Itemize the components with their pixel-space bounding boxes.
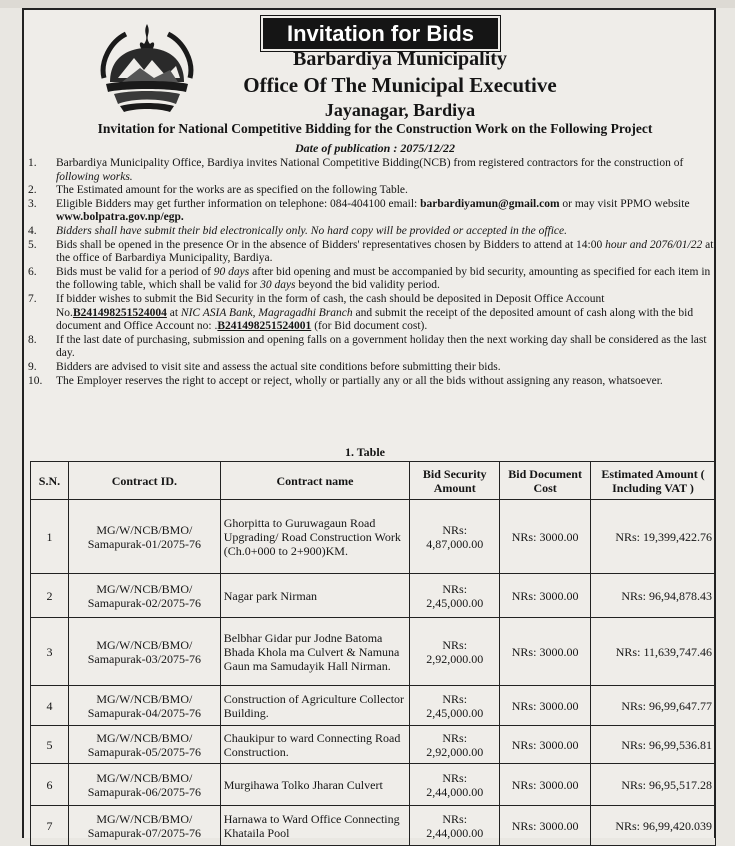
condition-item [28,361,718,375]
table-row [31,686,716,726]
table-caption: 1. Table [344,445,386,459]
condition-item [28,198,718,225]
item-text: If bidder wishes to submit the Bid Security in the form of cash, the cash should be deposited in Deposit Office Account No. [56,292,605,319]
item-text: The Employer reserves the right to accept or reject, wholly or partially any or all the bids without assigning any reason, whatsoever. [56,374,663,387]
condition-item [28,334,718,361]
table-row [31,726,716,764]
cell-estimate: NRs: 11,639,747.46 [591,618,716,686]
conditions-list [28,157,718,388]
cell-sn: 1 [31,500,69,574]
column-header: Estimated Amount ( Including VAT ) [591,462,716,500]
condition-item [28,239,718,266]
security-validity: 30 days [260,279,296,292]
column-header: Contract name [220,462,410,500]
item-text: Eligible Bidders may get further information on telephone: 084-404100 email: [56,197,421,210]
cell-doc-cost: NRs: 3000.00 [500,764,591,806]
banner-title: Invitation for Bids [263,18,498,49]
condition-item [28,266,718,293]
cell-estimate: NRs: 96,94,878.43 [591,574,716,618]
municipality-name: Barbardiya Municipality [293,48,507,70]
cell-contract-name: Ghorpitta to Guruwagaun Road Upgrading/ Road Construction Work (Ch.0+000 to 2+900)KM. [220,500,410,574]
item-text: If the last date of purchasing, submission and opening falls on a government holiday then the next working day shall be considered as the last day. [56,333,707,360]
item-number: 1. [28,157,37,169]
cell-sn: 2 [31,574,69,618]
item-number: 7. [28,292,37,305]
cell-sn: 7 [31,806,69,846]
item-text: at [166,306,181,319]
condition-item [28,184,718,198]
cell-doc-cost: NRs: 3000.00 [500,500,591,574]
item-text: at the office of Barbardiya Municipality, Bardiya. [56,238,714,265]
item-text: Bids must be valid for a period of [56,265,214,278]
ppmo-website: www.bolpatra.gov.np/egp. [56,211,184,224]
table-header-row [31,462,716,500]
previous-column-fragment [0,0,735,8]
cell-doc-cost: NRs: 3000.00 [500,806,591,846]
cell-bid-security: NRs: 4,87,000.00 [410,500,500,574]
item-text: The Estimated amount for the works are as specified on the following Table. [56,184,408,197]
item-number: 6. [28,265,37,278]
item-text: after bid opening and must be accompanied by bid security, amounting as specified for each item in the following table, which shall be valid for [56,265,711,292]
item-text: or may visit PPMO website [559,197,690,210]
cell-contract-id: MG/W/NCB/BMO/ Samapurak-04/2075-76 [68,686,220,726]
cell-contract-id: MG/W/NCB/BMO/ Samapurak-03/2075-76 [68,618,220,686]
item-text: beyond the bid validity period. [295,279,440,292]
column-header: S.N. [31,462,69,500]
column-header: Contract ID. [68,462,220,500]
cell-estimate: NRs: 96,99,536.81 [591,726,716,764]
cell-bid-security: NRs: 2,92,000.00 [410,618,500,686]
cell-estimate: NRs: 96,99,420.039 [591,806,716,846]
cell-estimate: NRs: 19,399,422.76 [591,500,716,574]
cell-contract-name: Construction of Agriculture Collector Building. [220,686,410,726]
office-account-number: B241498251524001 [217,320,312,333]
bids-table [30,461,716,846]
cell-bid-security: NRs: 2,45,000.00 [410,574,500,618]
item-text-italic: Bidders shall have submit their bid electronically only. No hard copy will be provided or accepted in the office. [56,224,568,237]
cell-bid-security: NRs: 2,44,000.00 [410,806,500,846]
item-text: and submit the receipt of the deposited amount of cash along with the bid document and Office Account no: . [56,306,694,333]
cell-sn: 5 [31,726,69,764]
cell-contract-name: Murgihawa Tolko Jharan Culvert [220,764,410,806]
item-number: 8. [28,333,37,346]
cell-doc-cost: NRs: 3000.00 [500,618,591,686]
deposit-account-number: B241498251524004 [72,306,167,319]
item-number: 4. [28,224,37,237]
cell-estimate: NRs: 96,95,517.28 [591,764,716,806]
cell-doc-cost: NRs: 3000.00 [500,574,591,618]
item-number: 5. [28,238,37,251]
cell-contract-id: MG/W/NCB/BMO/ Samapurak-06/2075-76 [68,764,220,806]
cell-contract-id: MG/W/NCB/BMO/ Samapurak-02/2075-76 [68,574,220,618]
cell-bid-security: NRs: 2,44,000.00 [410,764,500,806]
item-text: (for Bid document cost). [311,320,428,333]
item-number: 2. [28,184,37,197]
cell-contract-name: Harnawa to Ward Office Connecting Khataila Pool [220,806,410,846]
table-row [31,574,716,618]
condition-item [28,225,718,239]
column-header: Bid Document Cost [500,462,591,500]
condition-item [28,375,718,389]
table-row [31,500,716,574]
item-text: Barbardiya Municipality Office, Bardiya invites National Competitive Bidding(NCB) from registered contractors for the construction of [56,157,684,169]
cell-bid-security: NRs: 2,45,000.00 [410,686,500,726]
item-number: 9. [28,360,37,373]
cell-sn: 4 [31,686,69,726]
cell-contract-id: MG/W/NCB/BMO/ Samapurak-05/2075-76 [68,726,220,764]
cell-contract-name: Chaukipur to ward Connecting Road Construction. [220,726,410,764]
cell-contract-id: MG/W/NCB/BMO/ Samapurak-01/2075-76 [68,500,220,574]
condition-item [28,157,718,184]
table-row [31,618,716,686]
publication-date: Date of publication : 2075/12/22 [295,141,455,155]
cell-sn: 3 [31,618,69,686]
office-location: Jayanagar, Bardiya [324,100,476,120]
office-name: Office Of The Municipal Executive [243,73,557,97]
item-number: 3. [28,197,37,210]
cell-contract-name: Nagar park Nirman [220,574,410,618]
item-text: Bidders are advised to visit site and assess the actual site conditions before submitting their bids. [56,360,501,373]
cell-sn: 6 [31,764,69,806]
bank-name: NIC ASIA Bank, Magragadhi Branch [180,306,353,319]
table-row [31,806,716,846]
cell-doc-cost: NRs: 3000.00 [500,686,591,726]
notice-subject: Invitation for National Competitive Bidding for the Construction Work on the Following Project [97,121,653,136]
item-number: 10. [28,374,43,387]
cell-contract-name: Belbhar Gidar pur Jodne Batoma Bhada Khola ma Culvert & Namuna Gaun ma Samudayik Hall Nirman. [220,618,410,686]
validity-period: 90 days [213,265,250,278]
condition-item [28,293,718,334]
item-text-italic: hour and 2076/01/22 [605,238,703,251]
cell-bid-security: NRs: 2,92,000.00 [410,726,500,764]
government-emblem-icon [100,18,194,116]
item-text: Bids shall be opened in the presence Or in the absence of Bidders' representatives chosen by Bidders to attend at 14:00 [56,238,606,251]
item-text-italic: following works. [56,170,133,183]
column-header: Bid Security Amount [410,462,500,500]
cell-doc-cost: NRs: 3000.00 [500,726,591,764]
contact-email: barbardiyamun@gmail.com [420,197,560,210]
cell-estimate: NRs: 96,99,647.77 [591,686,716,726]
table-row [31,764,716,806]
cell-contract-id: MG/W/NCB/BMO/ Samapurak-07/2075-76 [68,806,220,846]
